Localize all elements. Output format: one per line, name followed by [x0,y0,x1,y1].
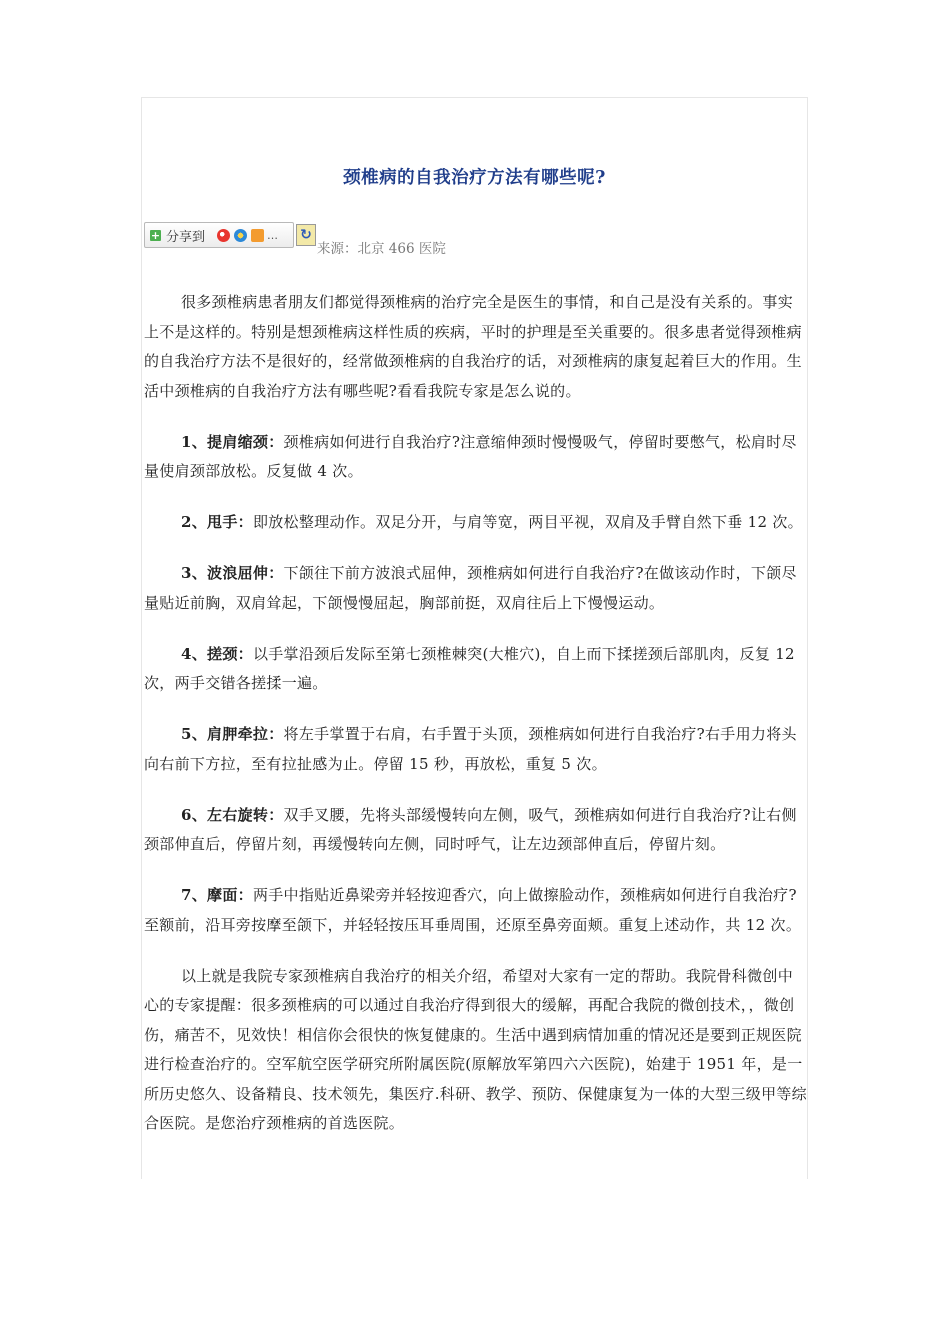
share-label: 分享到 [166,229,206,245]
step-heading: 1、提肩缩颈： [181,432,284,451]
step-paragraph [144,801,808,860]
step-text: 下颌往下前方波浪式屈伸，颈椎病如何进行自我治疗?在做该动作时，下颌尽量贴近前胸，双肩耸起，下颌慢慢屈起，胸部前挺，双肩往后上下慢慢运动。 [144,564,797,612]
article-body [144,288,808,1160]
conclusion-text: 以上就是我院专家颈椎病自我治疗的相关介绍，希望对大家有一定的帮助。我院骨科微创中心的专家提醒：很多颈椎病的可以通过自我治疗得到很大的缓解，再配合我院的微创技术，，微创伤，痛苦不，见效快！相信你会很快的恢复健康的。生活中遇到病情加重的情况还是要到正规医院进行检查治疗的。空军航空医学研究所附属医院(原解放军第四六六医院)，始建于 1951 年，是一所历史悠久、设备精良、技术领先，集医疗.科研、教学、预防、保健康复为一体的大型三级甲等综合医院。是您治疗颈椎病的首选医院。 [144,966,807,1132]
weibo-icon[interactable] [217,229,230,242]
share-button[interactable] [144,222,294,248]
step-text: 颈椎病如何进行自我治疗?注意缩伸颈时慢慢吸气，停留时要憋气，松肩时尽量使肩颈部放松。反复做 4 次。 [144,432,797,480]
step-text: 即放松整理动作。双足分开，与肩等宽，两目平视，双肩及手臂自然下垂 12 次。 [252,513,803,531]
renren-icon[interactable] [251,229,264,242]
step-text: 双手叉腰，先将头部缓慢转向左侧，吸气，颈椎病如何进行自我治疗?让右侧颈部伸直后，停留片刻，再缓慢转向左侧，同时呼气，让左边颈部伸直后，停留片刻。 [144,805,797,853]
step-heading: 3、波浪屈伸： [181,564,284,582]
step-paragraph [144,508,808,538]
refresh-icon[interactable]: ↻ [296,224,316,246]
conclusion-paragraph [144,962,808,1139]
qzone-icon[interactable] [234,229,247,242]
step-heading: 5、肩胛牵拉： [181,725,284,743]
step-paragraph [144,428,808,487]
article-container [141,97,808,1179]
article-source: 来源：北京 466 医院 [317,241,446,257]
step-heading: 7、摩面： [181,886,253,904]
plus-icon: + [150,228,161,242]
step-paragraph [144,720,808,779]
article-title: 颈椎病的自我治疗方法有哪些呢? [343,168,606,188]
step-heading: 4、搓颈： [181,644,253,663]
intro-text: 很多颈椎病患者朋友们都觉得颈椎病的治疗完全是医生的事情，和自己是没有关系的。事实上不是这样的。特别是想颈椎病这样性质的疾病，平时的护理是至关重要的。很多患者觉得颈椎病的自我治疗方法不是很好的，经常做颈椎病的自我治疗的话，对颈椎病的康复起着巨大的作用。生活中颈椎病的自我治疗方法有哪些呢?看看我院专家是怎么说的。 [144,293,802,400]
step-text: 将左手掌置于右肩，右手置于头顶，颈椎病如何进行自我治疗?右手用力将头向右前下方拉，至有拉扯感为止。停留 15 秒，再放松，重复 5 次。 [144,725,797,773]
more-share-link[interactable]: … [267,228,279,242]
step-paragraph [144,881,808,940]
step-paragraph [144,559,808,618]
step-heading: 2、甩手： [181,513,253,531]
step-text: 两手中指贴近鼻梁旁并轻按迎香穴，向上做擦脸动作，颈椎病如何进行自我治疗?至额前，沿耳旁按摩至颌下，并轻轻按压耳垂周围，还原至鼻旁面颊。重复上述动作，共 12 次。 [144,886,802,934]
step-paragraph [144,640,808,699]
step-heading: 6、左右旋转： [181,805,284,824]
intro-paragraph [144,288,808,406]
step-text: 以手掌沿颈后发际至第七颈椎棘突(大椎穴)，自上而下揉搓颈后部肌肉，反复 12 次，两手交错各搓揉一遍。 [144,644,795,692]
